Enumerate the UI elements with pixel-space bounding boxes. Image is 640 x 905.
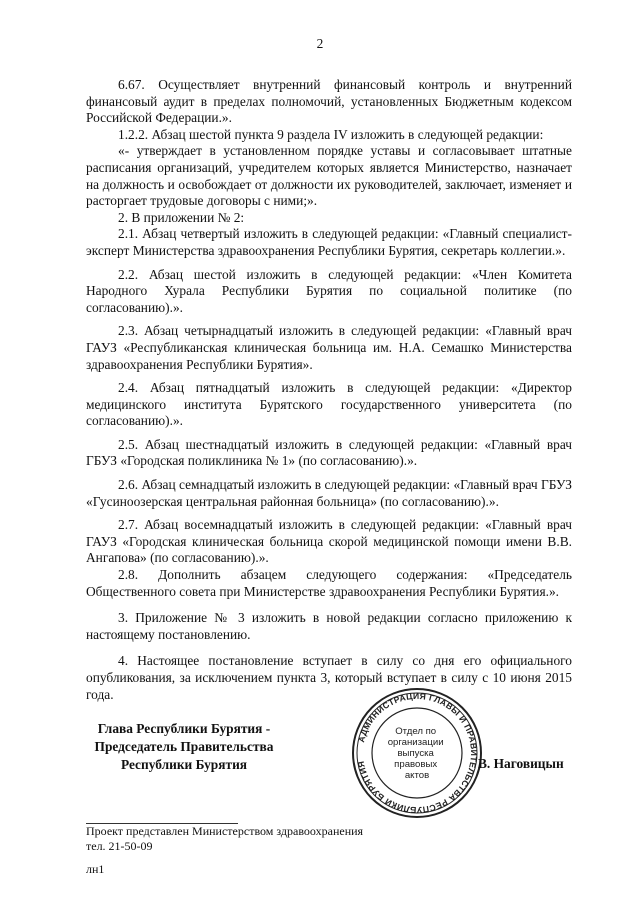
footer-prepared-by: Проект представлен Министерством здравоохранения	[86, 824, 364, 838]
signer-name: В. Наговицын	[478, 756, 564, 771]
signer-title	[86, 720, 282, 774]
stamp-center-text	[388, 726, 447, 781]
paragraph-6-67: 6.67. Осуществляет внутренний финансовый контроль и внутренний финансовый аудит в пределах полномочий, установленных Бюджетным кодексом Российской Федерации.».	[86, 77, 572, 126]
signer-title-line-3: Республики Бурятия	[120, 757, 248, 772]
paragraph-quote-duties: «- утверждает в установленном порядке уставы и согласовывает штатные расписания организаций, учредителем которых является Министерство, назначает на должность и освобождает от должности их руководителей, заключает, изменяет и расторгает трудовые договоры с ними;».	[86, 143, 572, 209]
stamp-center-line-5: актов	[404, 770, 430, 781]
paragraph-2: 2. В приложении № 2:	[118, 209, 245, 225]
stamp-center-line-3: выпуска	[397, 748, 434, 759]
paragraph-2-2: 2.2. Абзац шестой изложить в следующей редакции: «Член Комитета Народного Хурала Республики Бурятия по социальной политике (по согласованию).».	[86, 266, 572, 315]
stamp-ring-text: АДМИНИСТРАЦИЯ ГЛАВЫ И ПРАВИТЕЛЬСТВА РЕСПУБЛИКИ БУРЯТИЯ	[355, 690, 480, 816]
paragraph-2-8: 2.8. Дополнить абзацем следующего содержания: «Председатель Общественного совета при Министерстве здравоохранения Республики Бурятия.».	[86, 567, 572, 599]
stamp-center-line-4: правовых	[394, 759, 438, 770]
paragraph-3: 3. Приложение № 3 изложить в новой редакции согласно приложению к настоящему постановлению.	[86, 610, 572, 642]
paragraph-1-2-2: 1.2.2. Абзац шестой пункта 9 раздела IV изложить в следующей редакции:	[118, 126, 544, 142]
paragraph-2-7: 2.7. Абзац восемнадцатый изложить в следующей редакции: «Главный врач ГАУЗ «Городская клиническая больница скорой медицинской помощи имени В.В. Ангапова» (по согласованию).».	[86, 517, 572, 566]
paragraph-2-3: 2.3. Абзац четырнадцатый изложить в следующей редакции: «Главный врач ГАУЗ «Республиканская клиническая больница им. Н.А. Семашко Министерства здравоохранения Республики Бурятия».	[86, 323, 572, 372]
footer-phone: тел. 21-50-09	[86, 839, 153, 853]
document-body	[86, 77, 572, 703]
stamp-center-line-2: организации	[387, 737, 444, 748]
paragraph-2-5: 2.5. Абзац шестнадцатый изложить в следующей редакции: «Главный врач ГБУЗ «Городская поликлиника № 1» (по согласованию).».	[86, 436, 572, 469]
signer-title-line-2: Председатель Правительства	[94, 739, 274, 754]
page-number: 2	[316, 36, 324, 51]
paragraph-2-6: 2.6. Абзац семнадцатый изложить в следующей редакции: «Главный врач ГБУЗ «Гусиноозерская центральная районная больница» (по согласованию).».	[86, 477, 572, 509]
paragraph-4: 4. Настоящее постановление вступает в силу со дня его официального опубликования, за исключением пункта 3, который вступает в силу с 10 июня 2015 года.	[86, 653, 572, 702]
signer-title-line-1: Глава Республики Бурятия -	[97, 721, 271, 736]
footer-code: лн1	[86, 862, 105, 876]
stamp-center-line-1: Отдел по	[395, 726, 437, 737]
paragraph-2-1: 2.1. Абзац четвертый изложить в следующей редакции: «Главный специалист-эксперт Министерства здравоохранения Республики Бурятия, секретарь коллегии.».	[86, 226, 572, 258]
paragraph-2-4: 2.4. Абзац пятнадцатый изложить в следующей редакции: «Директор медицинского института Бурятского государственного университета (по согласованию).».	[86, 380, 572, 429]
official-stamp	[350, 686, 484, 820]
